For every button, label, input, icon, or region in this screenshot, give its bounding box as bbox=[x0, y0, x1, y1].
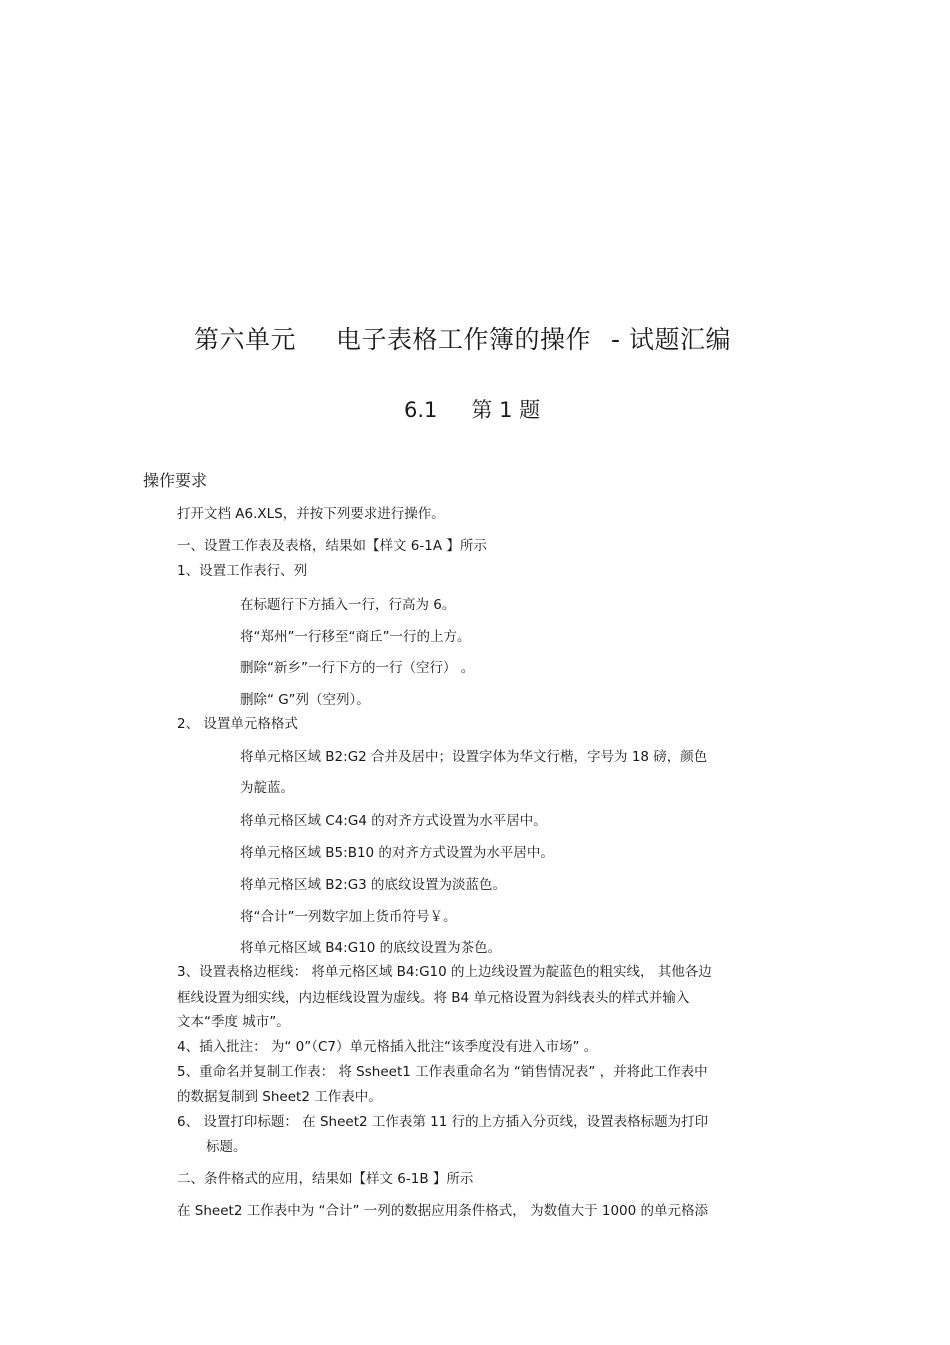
subtitle-number: 6.1 bbox=[404, 398, 438, 422]
section-heading: 操作要求 bbox=[143, 471, 208, 490]
subtitle-text: 第 1 题 bbox=[471, 398, 541, 422]
body-line: 在标题行下方插入一行，行高为 6。 bbox=[240, 597, 456, 613]
body-line: 打开文档 A6.XLS，并按下列要求进行操作。 bbox=[177, 506, 445, 522]
body-line: 在 Sheet2 工作表中为 “合计” 一列的数据应用条件格式， 为数值大于 1000 的单元格添 bbox=[177, 1203, 709, 1219]
body-line: 3、设置表格边框线： 将单元格区域 B4:G10 的上边线设置为靛蓝色的粗实线， 其他各边 bbox=[177, 964, 712, 980]
title-part-1: 第六单元 bbox=[194, 325, 297, 354]
body-line: 将单元格区域 B2:G2 合并及居中；设置字体为华文行楷，字号为 18 磅，颜色 bbox=[240, 749, 708, 765]
body-line: 将单元格区域 C4:G4 的对齐方式设置为水平居中。 bbox=[240, 813, 547, 829]
body-line: 4、插入批注： 为“ 0”（C7）单元格插入批注“该季度没有进入市场” 。 bbox=[177, 1039, 598, 1055]
body-line: 的数据复制到 Sheet2 工作表中。 bbox=[177, 1089, 382, 1105]
page-title bbox=[194, 320, 731, 356]
title-part-2: 电子表格工作簿的操作 bbox=[336, 325, 592, 354]
body-line: 2、 设置单元格格式 bbox=[177, 716, 298, 732]
body-line: 删除“ G”列（空列）。 bbox=[240, 692, 370, 708]
body-line: 框线设置为细实线，内边框线设置为虚线。将 B4 单元格设置为斜线表头的样式并输入 bbox=[177, 990, 690, 1006]
title-part-3: - 试题汇编 bbox=[611, 325, 731, 354]
body-line: 二、条件格式的应用，结果如【样文 6-1B 】所示 bbox=[177, 1171, 474, 1187]
page-subtitle bbox=[404, 394, 540, 424]
body-line: 标题。 bbox=[206, 1139, 247, 1155]
body-line: 将单元格区域 B5:B10 的对齐方式设置为水平居中。 bbox=[240, 845, 554, 861]
body-line: 为靛蓝。 bbox=[240, 780, 294, 796]
body-line: 一、设置工作表及表格，结果如【样文 6-1A 】所示 bbox=[177, 538, 487, 554]
body-line: 5、重命名并复制工作表： 将 Ssheet1 工作表重命名为 “销售情况表” ，并将此工作表中 bbox=[177, 1064, 708, 1080]
body-line: 将单元格区域 B2:G3 的底纹设置为淡蓝色。 bbox=[240, 877, 507, 893]
body-line: 删除“新乡”一行下方的一行（空行） 。 bbox=[240, 660, 475, 676]
body-line: 文本“季度 城市”。 bbox=[177, 1014, 290, 1030]
body-line: 6、 设置打印标题： 在 Sheet2 工作表第 11 行的上方插入分页线，设置表格标题为打印 bbox=[177, 1114, 709, 1130]
body-line: 1、设置工作表行、列 bbox=[177, 563, 308, 579]
body-line: 将“合计”一列数字加上货币符号￥。 bbox=[240, 909, 457, 925]
body-line: 将“郑州”一行移至“商丘”一行的上方。 bbox=[240, 629, 471, 645]
body-line: 将单元格区域 B4:G10 的底纹设置为茶色。 bbox=[240, 940, 502, 956]
